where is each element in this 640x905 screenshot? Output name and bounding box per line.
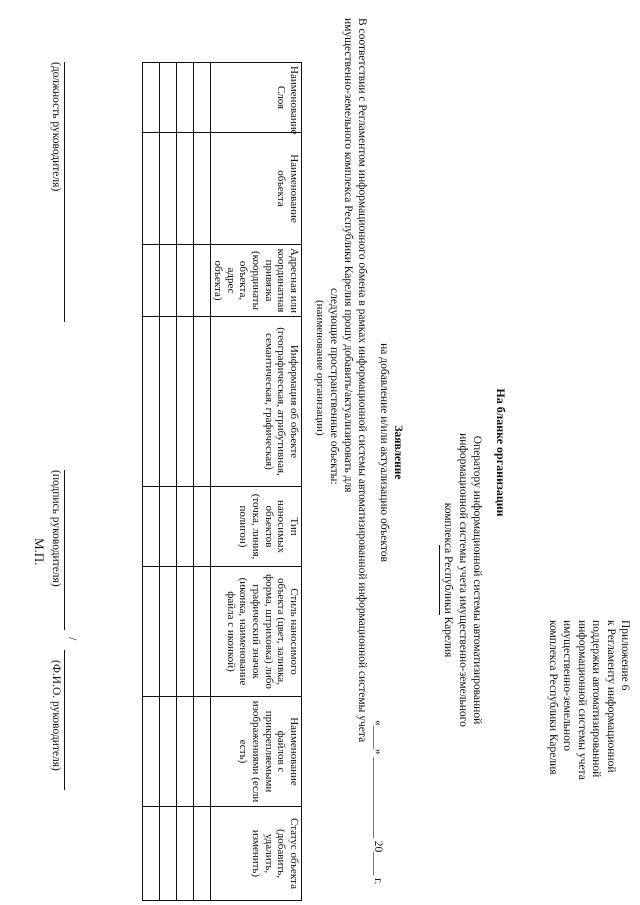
body-line-3: следующие пространственные объекты: <box>328 288 341 485</box>
header-object-type: Тип наносимых объектов (точка, линия, полигон) <box>210 487 301 567</box>
objects-table <box>142 62 302 901</box>
body-line-2: имущественно-земельного комплекса Республики Карелия прошу добавить/актуализировать для <box>342 18 355 493</box>
recipient-block: Оператору информационной системы автоматизированной информационной системы учета имущественно-земельного комплекса Республики Карелия <box>442 433 483 727</box>
header-attachments: Наименование файлов с прикрепляемыми изображениями (если есть) <box>210 697 301 807</box>
header-object-name: Наименование объекта <box>210 133 301 245</box>
header-object-style: Стиль наносимого объекта (цвет, заливка, форма, штриховка) либо графический значок (иконка, наименование файла с иконкой) <box>210 567 301 697</box>
header-status: Статус объекта (добавить, удалить, изменить) <box>210 807 301 901</box>
signature-slash: / <box>66 637 78 641</box>
body-line-1: В соответствии с Регламентом информационного обмена в рамках информационной системы автоматизированной информационной системы учета <box>356 18 368 743</box>
statement-body <box>327 18 368 898</box>
header-address: Адресная или координатная привязка (координаты объекта, адрес объекта) <box>210 245 301 317</box>
organization-caption: (наименование организации) <box>314 300 326 436</box>
letterhead-title: На бланке организации <box>494 388 508 517</box>
table-header-row <box>210 63 301 901</box>
appendix-note: Приложение 6 к Регламенту информационной поддержки автоматизированной информационной системы учета имущественно-земельного комплекса Республики Карелия <box>547 620 631 780</box>
table-row <box>176 63 193 901</box>
recipient-underline <box>439 545 440 615</box>
position-caption: (должность руководителя) <box>50 62 62 192</box>
name-caption: (Ф.И.О. руководителя) <box>50 660 62 771</box>
header-object-info: Информация об объекте (географическая, атрибутивная, семантическая, графическая) <box>210 317 301 487</box>
table-row <box>142 63 159 901</box>
position-line <box>64 62 65 322</box>
statement-title: Заявление <box>392 425 404 480</box>
signature-caption: (подпись руководителя) <box>50 470 62 587</box>
name-line <box>64 650 65 790</box>
header-layer-name: Наименование Слоя <box>210 63 301 133</box>
signature-line <box>64 470 65 630</box>
table-row <box>193 63 210 901</box>
stamp-place: М.П. <box>32 538 47 566</box>
table-row <box>159 63 176 901</box>
statement-date: «____» ______________ 20____ г. <box>372 720 384 885</box>
statement-subtitle: на добавление и/или актуализацию объектов <box>378 343 390 562</box>
